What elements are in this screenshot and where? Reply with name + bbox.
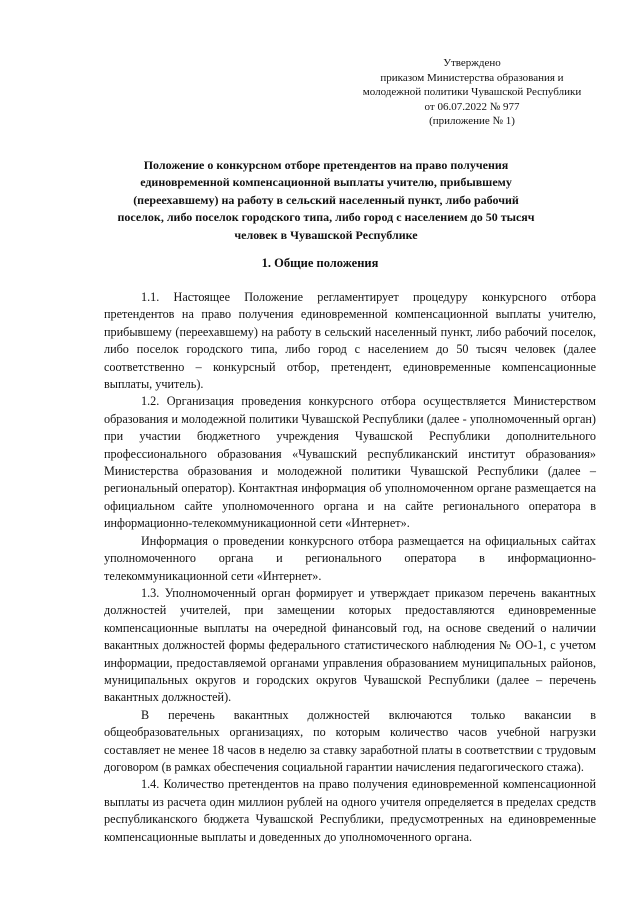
approval-line: приказом Министерства образования и bbox=[380, 71, 564, 84]
section-body bbox=[104, 289, 596, 846]
document-title: Положение о конкурсном отборе претендентов на право получения единовременной компенсационной выплаты учителю, прибывшему (переехавшему) на работу в сельский населенный пункт, либо рабочий поселок, либо поселок городского типа, либо город с населением до 50 тысяч человек в Чувашской Республике bbox=[117, 158, 535, 242]
approval-line: Утверждено bbox=[443, 57, 501, 69]
paragraph-1-3: 1.3. Уполномоченный орган формирует и утверждает приказом перечень вакантных должностей учителей, при замещении которых предоставляются единовременные компенсационные выплаты на очередной финансовый год, на основе сведений о наличии вакантных должностей формы федерального статистического наблюдения № ОО-1, с учетом информации, предоставляемой органами управления образованием муниципальных районов, муниципальных округов и городских округов Чувашской Республики (далее – перечень вакантных должностей). bbox=[104, 585, 596, 705]
approval-line: (приложение № 1) bbox=[429, 115, 515, 128]
approval-block bbox=[350, 56, 594, 129]
paragraph-info: Информация о проведении конкурсного отбора размещается на официальных сайтах уполномоченного органа и регионального оператора в информационно-телекоммуникационной сети «Интернет». bbox=[104, 533, 596, 583]
approval-line: от 06.07.2022 № 977 bbox=[424, 100, 520, 113]
paragraph-1-4: 1.4. Количество претендентов на право получения единовременной компенсационной выплаты из расчета один миллион рублей на одного учителя определяется в пределах средств республиканского бюджета Чувашской Республики, предусмотренных на единовременные компенсационные выплаты и доведенных до уполномоченного органа. bbox=[104, 777, 596, 844]
paragraph-1-2: 1.2. Организация проведения конкурсного отбора осуществляется Министерством образования и молодежной политики Чувашской Республики (далее - уполномоченный орган) при участии бюджетного учреждения Чувашской Республики дополнительного профессионального образования «Чувашский республиканский институт образования» Министерства образования и молодежной политики Чувашской Республики (далее – региональный оператор). Контактная информация об уполномоченном органе размещается на официальном сайте уполномоченного органа и на сайте регионального оператора в информационно-телекоммуникационной сети «Интернет». bbox=[104, 394, 596, 531]
paragraph-1-1: 1.1. Настоящее Положение регламентирует процедуру конкурсного отбора претендентов на право получения единовременной компенсационной выплаты учителю, прибывшему (переехавшему) на работу в сельский населенный пункт, либо рабочий поселок, либо поселок городского типа, либо город с населением до 50 тысяч человек (далее соответственно – конкурсный отбор, претендент, единовременные компенсационные выплаты, учитель). bbox=[104, 290, 596, 392]
section-heading: 1. Общие положения bbox=[261, 256, 379, 270]
approval-line: молодежной политики Чувашской Республики bbox=[362, 86, 582, 99]
paragraph-vacancies: В перечень вакантных должностей включаются только вакансии в общеобразовательных организациях, по которым количество часов учебной нагрузки составляет не менее 18 часов в неделю за ставку заработной платы в соответствии с трудовым договором (в рамках обеспечения социальной гарантии начисления педагогического стажа). bbox=[104, 707, 596, 774]
